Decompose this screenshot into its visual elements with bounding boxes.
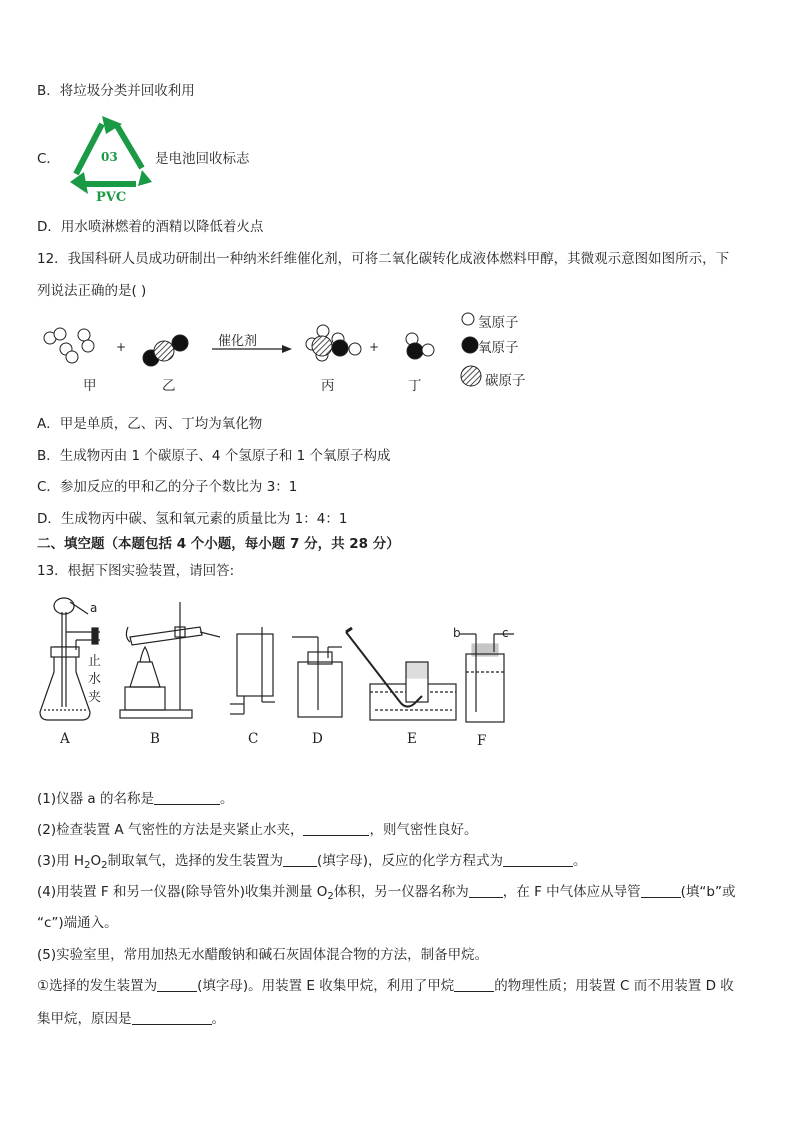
option-b: B．将垃圾分类并回收利用 [37,83,195,99]
apparatus-c [230,627,275,714]
legend-hydrogen: 氢原子 [478,315,519,331]
apparatus-letter-a: A [60,731,70,747]
legend-carbon: 碳原子 [485,373,526,389]
reaction-diagram [30,305,550,400]
q13-4-line2: “c”)端通入。 [37,915,118,931]
recycle-material: PVC [96,190,127,205]
q13-intro: 13．根据下图实验装置，请回答: [37,563,235,579]
q13-4: (4)用装置 F 和另一仪器(除导管外)收集并测量 $O_2$体积，另一仪器名称为 ，在 F 中气体应从导管 (填“b”或 [37,884,736,902]
option-c-suffix: 是电池回收标志 [155,151,250,167]
apparatus-letter-b: B [150,731,160,747]
q12-stem-2: 列说法正确的是( ) [37,283,147,299]
apparatus-f [460,634,514,722]
q13-3: (3)用 $H_2O_2$制取氧气，选择的发生装置为 (填字母)，反应的化学方程式为 。 [37,853,587,871]
label-jia: 甲 [83,378,97,394]
plus-sign-1: + [116,340,127,354]
q12-option-d: D．生成物丙中碳、氢和氧元素的质量比为 1：4：1 [37,511,348,527]
q12-option-a: A．甲是单质，乙、丙、丁均为氧化物 [37,416,263,432]
label-ding: 丁 [408,378,422,394]
q13-1: (1)仪器 a 的名称是 。 [37,791,234,807]
molecule-yi [143,335,188,366]
apparatus-d [292,637,342,717]
clamp-label-1: 止 [88,654,102,669]
legend-oxygen-symbol [462,337,478,353]
answer-blank[interactable] [157,978,197,992]
tube-b-label: b [453,626,461,640]
legend-hydrogen-symbol [462,313,474,325]
legend-oxygen: 氧原子 [478,340,519,356]
clamp-label-3: 夹 [88,690,102,705]
option-c-prefix: C． [37,151,60,167]
answer-blank[interactable] [641,884,681,898]
apparatus-letter-c: C [248,731,259,747]
apparatus-figure [30,592,530,732]
section-2-heading: 二、填空题（本题包括 4 个小题，每小题 7 分，共 28 分） [37,536,400,552]
catalyst-label: 催化剂 [218,334,258,349]
answer-blank[interactable] [154,791,220,805]
apparatus-b [120,602,220,718]
molecule-bing [306,325,361,361]
label-yi: 乙 [162,378,176,394]
q12-option-b: B．生成物丙由 1 个碳原子、4 个氢原子和 1 个氧原子构成 [37,448,391,464]
molecule-ding [406,333,434,359]
answer-blank[interactable] [132,1011,212,1025]
tube-c-label: c [502,626,509,640]
clamp-label-2: 水 [88,672,102,687]
q13-5: (5)实验室里，常用加热无水醋酸钠和碱石灰固体混合物的方法，制备甲烷。 [37,947,489,963]
apparatus-e [346,628,456,720]
label-a-funnel: a [90,601,98,615]
answer-blank[interactable] [303,822,369,836]
answer-blank[interactable] [454,978,494,992]
plus-sign-2: + [369,340,380,354]
q12-option-c: C．参加反应的甲和乙的分子个数比为 3：1 [37,479,298,495]
apparatus-letter-d: D [312,731,323,747]
option-d: D．用水喷淋燃着的酒精以降低着火点 [37,219,264,235]
recycle-code: 03 [101,150,118,164]
apparatus-letter-f: F [477,733,487,749]
apparatus-letter-e: E [407,731,417,747]
answer-blank[interactable] [283,853,317,867]
q13-5-1: ①选择的发生装置为 (填字母)。用装置 E 收集甲烷，利用了甲烷 的物理性质；用装置 C 而不用装置 D 收 [37,978,734,994]
q13-5-1-line2: 集甲烷，原因是 。 [37,1011,225,1027]
q13-2: (2)检查装置 A 气密性的方法是夹紧止水夹， ，则气密性良好。 [37,822,478,838]
label-bing: 丙 [321,378,335,394]
answer-blank[interactable] [469,884,503,898]
legend-carbon-symbol [461,366,481,386]
answer-blank[interactable] [503,853,573,867]
q12-stem-1: 12．我国科研人员成功研制出一种纳米纤维催化剂，可将二氧化碳转化成液体燃料甲醇，其微观示意图如图所示，下 [37,251,730,267]
molecule-jia [44,328,94,363]
